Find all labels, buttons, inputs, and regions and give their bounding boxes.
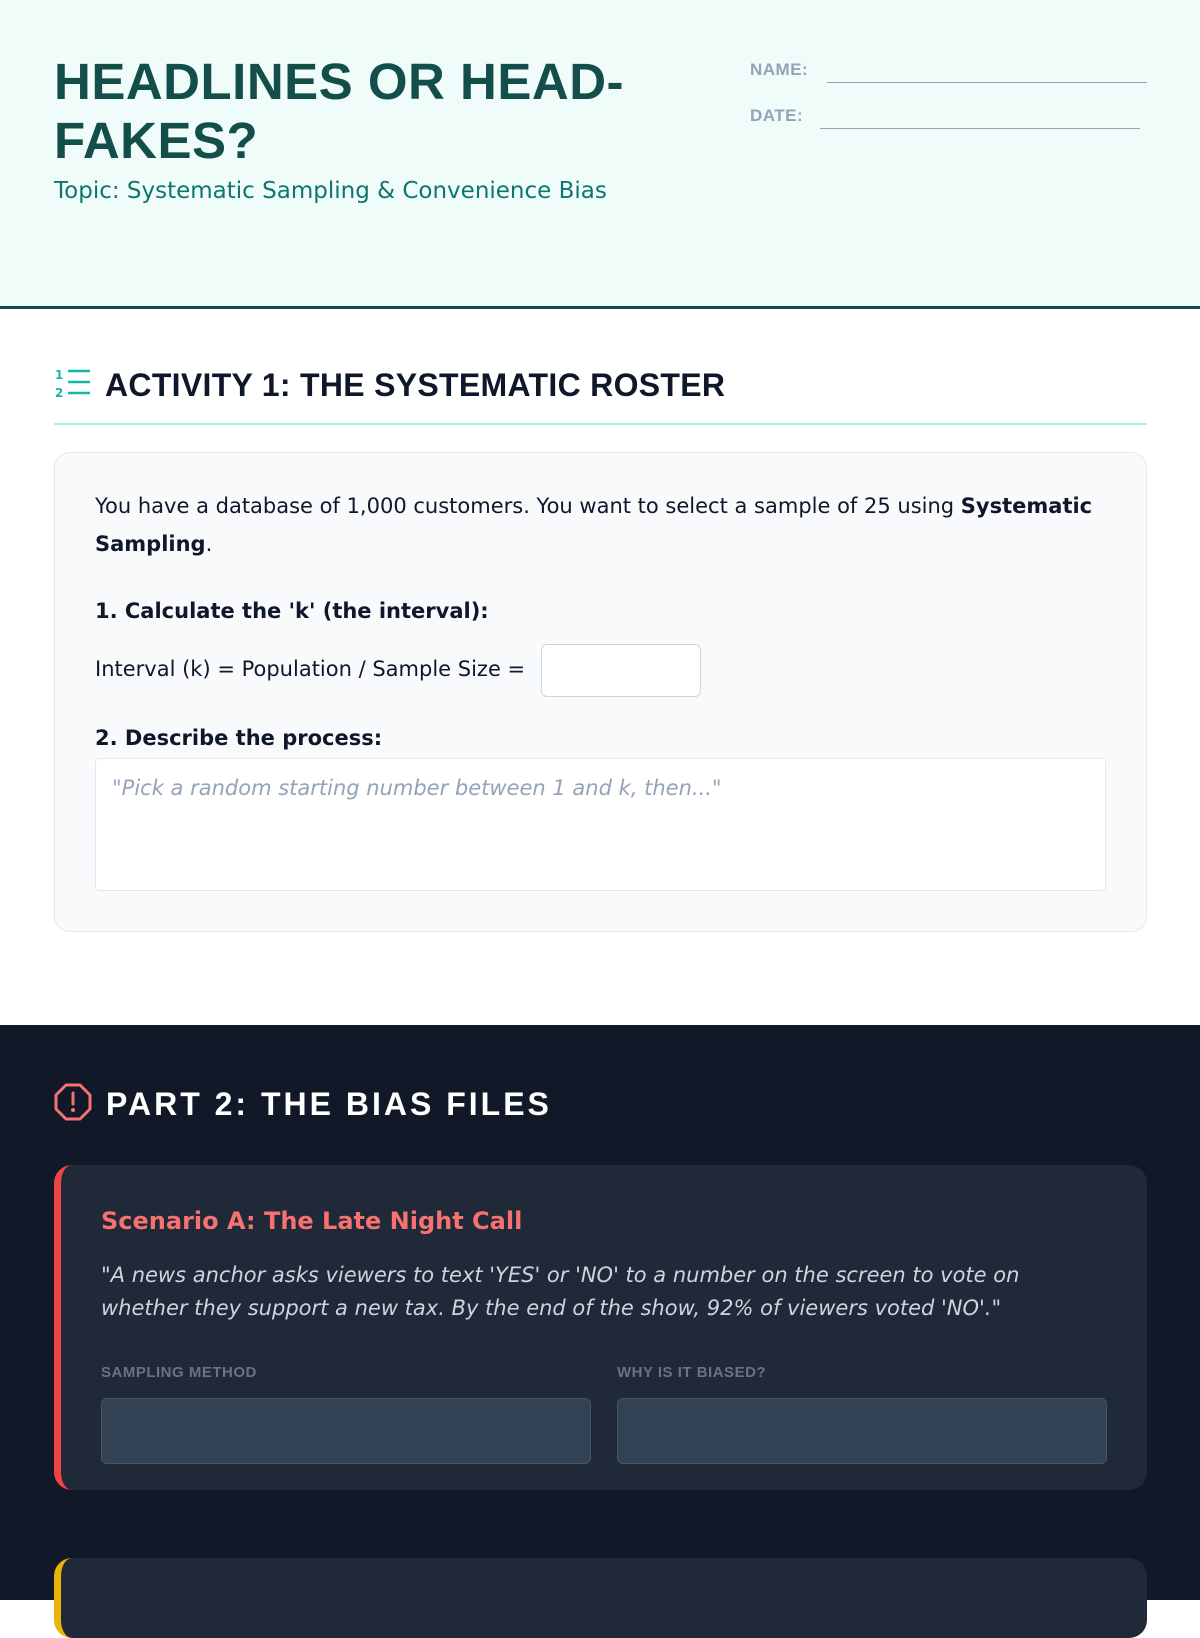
sampling-method-label: SAMPLING METHOD xyxy=(101,1364,257,1381)
topic-subtitle: Topic: Systematic Sampling & Convenience Bias xyxy=(54,178,607,204)
scenario-a-card xyxy=(54,1165,1147,1490)
intro-text: You have a database of 1,000 customers. You want to select a sample of 25 using xyxy=(95,494,961,518)
scenario-a-title: Scenario A: The Late Night Call xyxy=(101,1207,523,1235)
numbered-list-icon xyxy=(54,366,91,404)
why-biased-label: WHY IS IT BIASED? xyxy=(617,1364,767,1381)
activity1-title: ACTIVITY 1: THE SYSTEMATIC ROSTER xyxy=(105,366,726,403)
interval-answer-input[interactable] xyxy=(541,644,701,697)
intro-end: . xyxy=(205,532,213,556)
svg-text:2: 2 xyxy=(55,386,64,400)
process-answer-textarea[interactable] xyxy=(95,758,1106,891)
activity1-heading xyxy=(54,366,725,404)
question2-label: 2. Describe the process: xyxy=(95,726,383,750)
worksheet-header xyxy=(0,0,1200,309)
activity1-intro xyxy=(95,487,1105,563)
part2-title: PART 2: THE BIAS FILES xyxy=(106,1085,552,1122)
section-divider xyxy=(54,423,1147,425)
activity1-card xyxy=(54,452,1147,932)
name-field[interactable] xyxy=(827,82,1147,83)
alert-octagon-icon xyxy=(54,1083,92,1125)
part2-heading xyxy=(54,1083,552,1125)
sampling-method-input[interactable] xyxy=(101,1398,591,1464)
question1-label: 1. Calculate the 'k' (the interval): xyxy=(95,599,489,623)
page-title: HEADLINES OR HEAD-FAKES? xyxy=(54,53,625,169)
name-label: NAME: xyxy=(750,60,809,79)
date-row xyxy=(750,104,1150,134)
scenario-a-quote: "A news anchor asks viewers to text 'YES' or 'NO' to a number on the screen to vote on whether they support a new tax. By the end of the show, 92% of viewers voted 'NO'." xyxy=(101,1263,1020,1320)
part2-section xyxy=(0,1025,1200,1600)
date-field[interactable] xyxy=(820,128,1140,129)
date-label: DATE: xyxy=(750,106,804,125)
why-biased-input[interactable] xyxy=(617,1398,1107,1464)
svg-text:1: 1 xyxy=(55,368,64,382)
intro-bold-term: Systematic Sampling xyxy=(95,494,1093,556)
scenario-b-card xyxy=(54,1558,1147,1638)
interval-formula: Interval (k) = Population / Sample Size = xyxy=(95,657,526,681)
name-row xyxy=(750,58,1150,88)
process-placeholder: "Pick a random starting number between 1 and k, then..." xyxy=(112,776,722,800)
